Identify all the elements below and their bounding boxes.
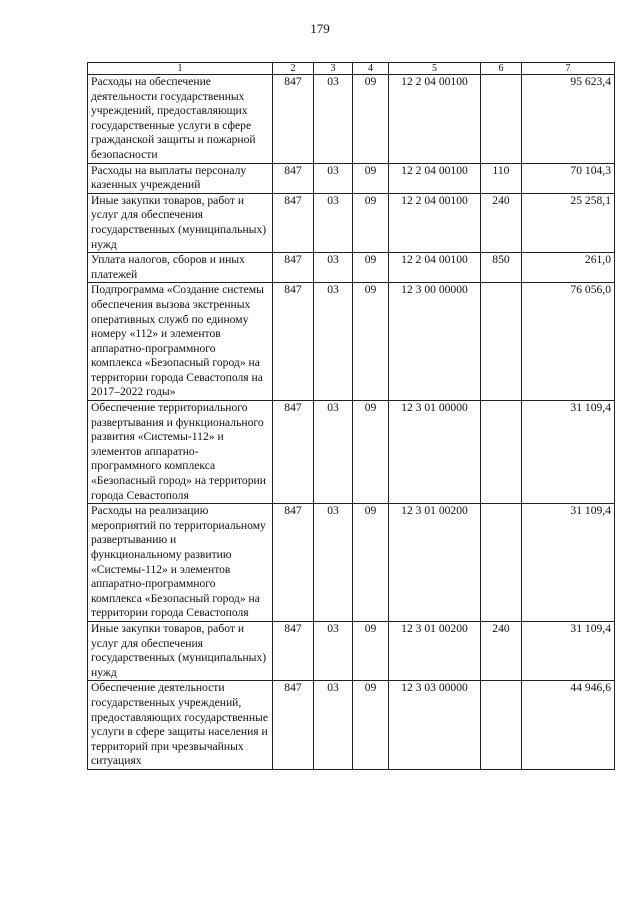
row-name: Уплата налогов, сборов и иных платежей xyxy=(88,253,273,283)
row-pr: 09 xyxy=(353,253,389,283)
table-row xyxy=(88,681,615,770)
row-rz: 03 xyxy=(314,681,353,770)
row-vr xyxy=(481,283,522,401)
header-col-1: 1 xyxy=(88,63,273,75)
row-rz: 03 xyxy=(314,253,353,283)
table-row xyxy=(88,193,615,252)
row-csr: 12 2 04 00100 xyxy=(389,253,481,283)
table-row xyxy=(88,163,615,193)
row-rz: 03 xyxy=(314,401,353,504)
row-pr: 09 xyxy=(353,163,389,193)
row-amount: 95 623,4 xyxy=(522,75,615,164)
row-amount: 31 109,4 xyxy=(522,621,615,680)
row-pr: 09 xyxy=(353,681,389,770)
row-name: Расходы на выплаты персоналу казенных учреждений xyxy=(88,163,273,193)
row-ved: 847 xyxy=(273,75,314,164)
row-vr: 850 xyxy=(481,253,522,283)
table-row xyxy=(88,401,615,504)
row-vr: 240 xyxy=(481,193,522,252)
row-pr: 09 xyxy=(353,283,389,401)
row-amount: 25 258,1 xyxy=(522,193,615,252)
row-name: Расходы на реализацию мероприятий по территориальному развертыванию и функциональному развитию «Системы-112» и элементов аппаратно-программного комплекса «Безопасный город» на территории города Севастополя xyxy=(88,504,273,622)
row-csr: 12 3 01 00200 xyxy=(389,621,481,680)
row-rz: 03 xyxy=(314,163,353,193)
header-col-2: 2 xyxy=(273,63,314,75)
row-amount: 31 109,4 xyxy=(522,504,615,622)
row-pr: 09 xyxy=(353,193,389,252)
row-amount: 70 104,3 xyxy=(522,163,615,193)
row-amount: 31 109,4 xyxy=(522,401,615,504)
header-col-3: 3 xyxy=(314,63,353,75)
row-rz: 03 xyxy=(314,504,353,622)
row-pr: 09 xyxy=(353,75,389,164)
row-csr: 12 2 04 00100 xyxy=(389,163,481,193)
row-csr: 12 2 04 00100 xyxy=(389,75,481,164)
row-vr xyxy=(481,504,522,622)
page-number: 179 xyxy=(310,21,330,36)
row-ved: 847 xyxy=(273,193,314,252)
table-header-row xyxy=(88,63,615,75)
table-row xyxy=(88,253,615,283)
row-name: Обеспечение деятельности государственных учреждений, предоставляющих государственные услуги в сфере защиты населения и территорий при чрезвычайных ситуациях xyxy=(88,681,273,770)
row-rz: 03 xyxy=(314,193,353,252)
row-name: Обеспечение территориального развертывания и функционального развития «Системы-112» и элементов аппаратно-программного комплекса «Безопасный город» на территории города Севастополя xyxy=(88,401,273,504)
row-rz: 03 xyxy=(314,621,353,680)
header-col-7: 7 xyxy=(522,63,615,75)
row-name: Иные закупки товаров, работ и услуг для обеспечения государственных (муниципальных) нужд xyxy=(88,621,273,680)
row-name: Подпрограмма «Создание системы обеспечения вызова экстренных оперативных служб по единому номеру «112» и элементов аппаратно-программного комплекса «Безопасный город» на территории города Севастополя на 2017–2022 годы» xyxy=(88,283,273,401)
row-amount: 44 946,6 xyxy=(522,681,615,770)
row-ved: 847 xyxy=(273,621,314,680)
header-col-4: 4 xyxy=(353,63,389,75)
row-name: Иные закупки товаров, работ и услуг для обеспечения государственных (муниципальных) нужд xyxy=(88,193,273,252)
row-pr: 09 xyxy=(353,401,389,504)
row-rz: 03 xyxy=(314,75,353,164)
row-ved: 847 xyxy=(273,401,314,504)
row-vr xyxy=(481,401,522,504)
row-vr: 110 xyxy=(481,163,522,193)
table-row xyxy=(88,621,615,680)
row-ved: 847 xyxy=(273,253,314,283)
row-vr: 240 xyxy=(481,621,522,680)
row-vr xyxy=(481,681,522,770)
table-row xyxy=(88,504,615,622)
row-name: Расходы на обеспечение деятельности государственных учреждений, предоставляющих государственные услуги в сфере гражданской защиты и пожарной безопасности xyxy=(88,75,273,164)
row-rz: 03 xyxy=(314,283,353,401)
row-csr: 12 3 01 00000 xyxy=(389,401,481,504)
row-ved: 847 xyxy=(273,283,314,401)
row-amount: 261,0 xyxy=(522,253,615,283)
table-row xyxy=(88,283,615,401)
row-ved: 847 xyxy=(273,681,314,770)
row-ved: 847 xyxy=(273,504,314,622)
row-pr: 09 xyxy=(353,621,389,680)
row-csr: 12 3 01 00200 xyxy=(389,504,481,622)
header-col-6: 6 xyxy=(481,63,522,75)
row-ved: 847 xyxy=(273,163,314,193)
row-vr xyxy=(481,75,522,164)
row-csr: 12 3 00 00000 xyxy=(389,283,481,401)
row-pr: 09 xyxy=(353,504,389,622)
header-col-5: 5 xyxy=(389,63,481,75)
row-csr: 12 2 04 00100 xyxy=(389,193,481,252)
row-csr: 12 3 03 00000 xyxy=(389,681,481,770)
table-row xyxy=(88,75,615,164)
row-amount: 76 056,0 xyxy=(522,283,615,401)
budget-table xyxy=(87,62,615,770)
